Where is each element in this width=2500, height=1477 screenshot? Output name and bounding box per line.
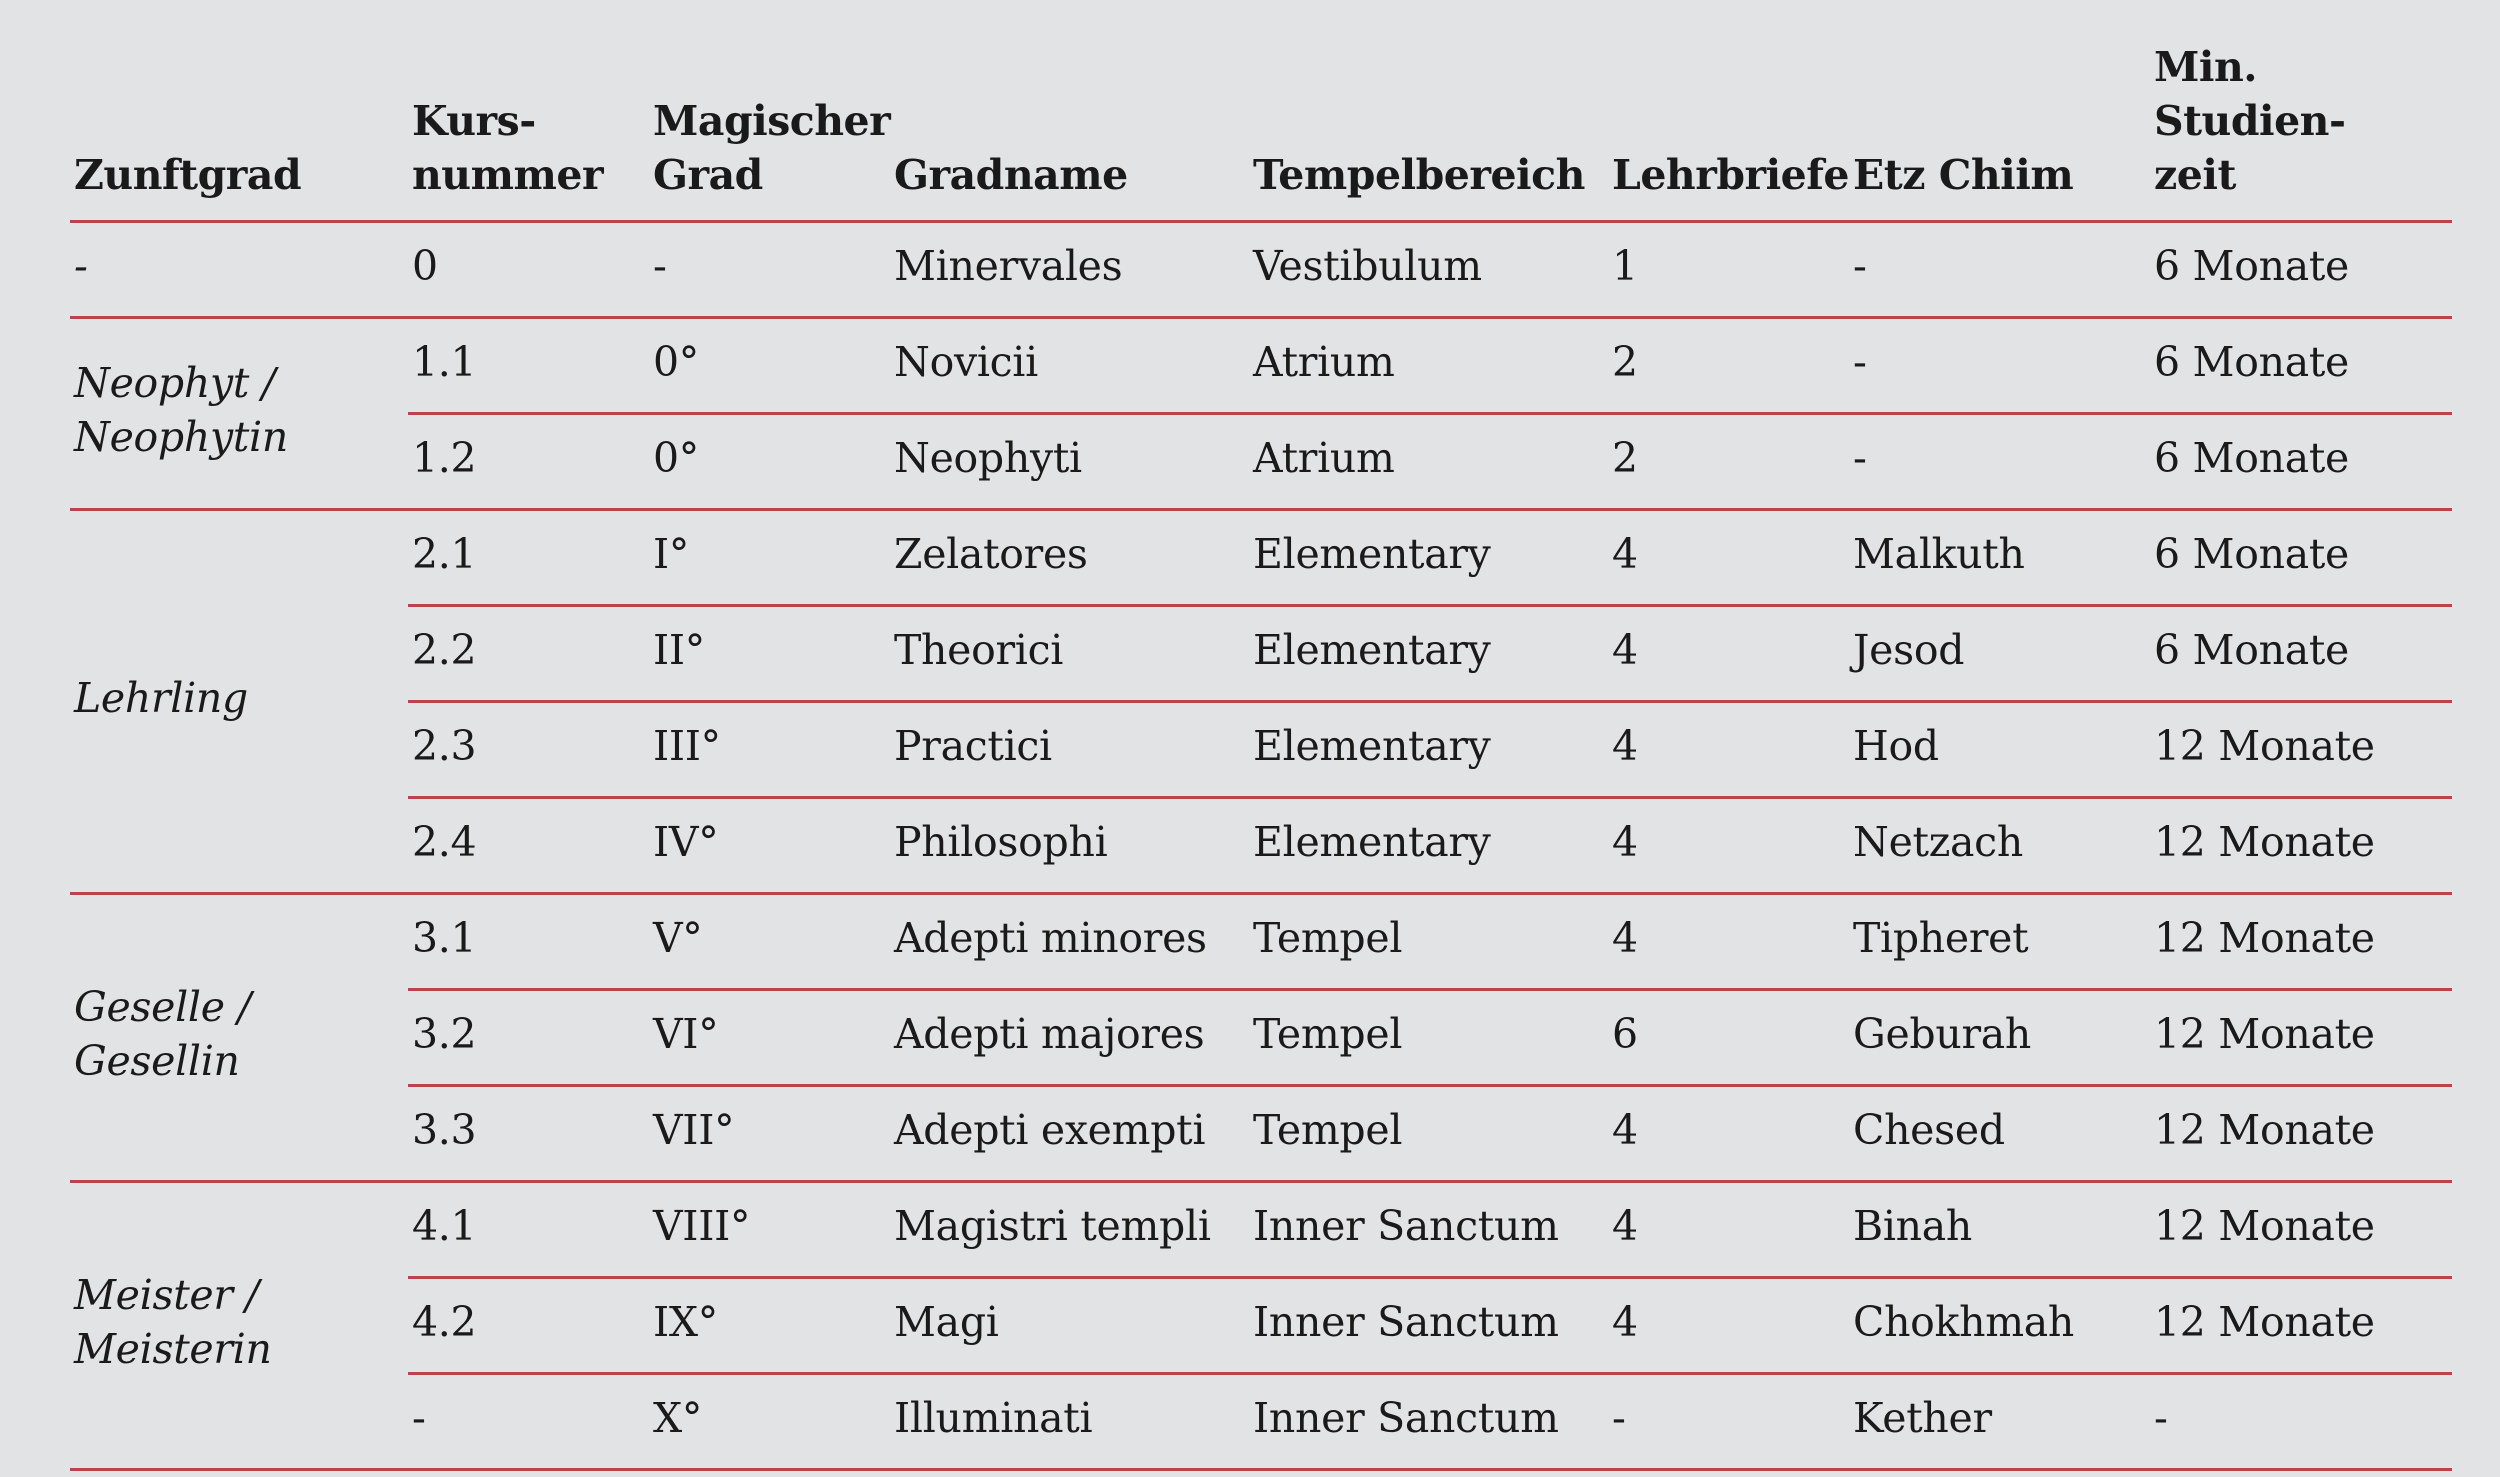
- lehrbriefe-cell: 4: [1608, 606, 1849, 702]
- magischer-grad-cell: III°: [649, 702, 890, 798]
- zunftgrad-text: Neophytin: [74, 412, 288, 461]
- header-text: Kurs-: [412, 97, 536, 145]
- zunftgrad-text: -: [74, 241, 88, 290]
- table-row: [70, 1374, 2452, 1470]
- lehrbriefe-cell: 4: [1608, 510, 1849, 606]
- zunftgrad-cell: [70, 318, 408, 510]
- header-zunftgrad: [70, 40, 408, 222]
- etz-chiim-cell: -: [1849, 318, 2150, 414]
- zunftgrad-cell: [70, 510, 408, 894]
- table-row: [70, 894, 2452, 990]
- tempelbereich-cell: Tempel: [1249, 990, 1608, 1086]
- kursnummer-cell: 2.3: [408, 702, 649, 798]
- etz-chiim-cell: Jesod: [1849, 606, 2150, 702]
- kursnummer-cell: 2.1: [408, 510, 649, 606]
- lehrbriefe-cell: 4: [1608, 798, 1849, 894]
- header-text: nummer: [412, 151, 604, 199]
- magischer-grad-cell: X°: [649, 1374, 890, 1470]
- tempelbereich-cell: Elementary: [1249, 606, 1608, 702]
- studienzeit-cell: 12 Monate: [2150, 894, 2452, 990]
- etz-chiim-cell: Geburah: [1849, 990, 2150, 1086]
- kursnummer-cell: -: [408, 1374, 649, 1470]
- zunftgrad-text: Geselle /: [74, 982, 251, 1031]
- studienzeit-cell: 12 Monate: [2150, 798, 2452, 894]
- lehrbriefe-cell: -: [1608, 1374, 1849, 1470]
- magischer-grad-cell: VII°: [649, 1086, 890, 1182]
- tempelbereich-cell: Tempel: [1249, 894, 1608, 990]
- studienzeit-cell: 12 Monate: [2150, 1086, 2452, 1182]
- magischer-grad-cell: VIII°: [649, 1182, 890, 1278]
- magischer-grad-cell: V°: [649, 894, 890, 990]
- etz-chiim-cell: Netzach: [1849, 798, 2150, 894]
- header-row: [70, 40, 2452, 222]
- lehrbriefe-cell: 4: [1608, 1278, 1849, 1374]
- kursnummer-cell: 0: [408, 222, 649, 318]
- table-header: [70, 40, 2452, 222]
- gradname-cell: Magistri templi: [890, 1182, 1249, 1278]
- zunftgrad-text: Meisterin: [74, 1324, 272, 1373]
- studienzeit-cell: 12 Monate: [2150, 702, 2452, 798]
- header-text: Gradname: [894, 151, 1128, 199]
- gradname-cell: Illuminati: [890, 1374, 1249, 1470]
- table-row: [70, 1086, 2452, 1182]
- gradname-cell: Theorici: [890, 606, 1249, 702]
- gradname-cell: Zelatores: [890, 510, 1249, 606]
- lehrbriefe-cell: 1: [1608, 222, 1849, 318]
- gradname-cell: Magi: [890, 1278, 1249, 1374]
- kursnummer-cell: 3.3: [408, 1086, 649, 1182]
- etz-chiim-cell: -: [1849, 414, 2150, 510]
- kursnummer-cell: 2.4: [408, 798, 649, 894]
- gradname-cell: Practici: [890, 702, 1249, 798]
- kursnummer-cell: 3.2: [408, 990, 649, 1086]
- studienzeit-cell: 6 Monate: [2150, 318, 2452, 414]
- tempelbereich-cell: Elementary: [1249, 702, 1608, 798]
- gradname-cell: Minervales: [890, 222, 1249, 318]
- kursnummer-cell: 3.1: [408, 894, 649, 990]
- header-text: Magischer: [653, 97, 891, 145]
- studienzeit-cell: 6 Monate: [2150, 222, 2452, 318]
- grade-table: [70, 40, 2452, 1471]
- header-etz-chiim: [1849, 40, 2150, 222]
- tempelbereich-cell: Atrium: [1249, 414, 1608, 510]
- tempelbereich-cell: Elementary: [1249, 798, 1608, 894]
- kursnummer-cell: 4.1: [408, 1182, 649, 1278]
- magischer-grad-cell: -: [649, 222, 890, 318]
- gradname-cell: Adepti minores: [890, 894, 1249, 990]
- gradname-cell: Neophyti: [890, 414, 1249, 510]
- kursnummer-cell: 2.2: [408, 606, 649, 702]
- etz-chiim-cell: Chokhmah: [1849, 1278, 2150, 1374]
- zunftgrad-cell: [70, 222, 408, 318]
- tempelbereich-cell: Vestibulum: [1249, 222, 1608, 318]
- gradname-cell: Philosophi: [890, 798, 1249, 894]
- studienzeit-cell: 6 Monate: [2150, 414, 2452, 510]
- gradname-cell: Adepti exempti: [890, 1086, 1249, 1182]
- header-kursnummer: [408, 40, 649, 222]
- etz-chiim-cell: Malkuth: [1849, 510, 2150, 606]
- studienzeit-cell: 12 Monate: [2150, 1278, 2452, 1374]
- table-row: [70, 1182, 2452, 1278]
- header-studienzeit: [2150, 40, 2452, 222]
- magischer-grad-cell: I°: [649, 510, 890, 606]
- tempelbereich-cell: Inner Sanctum: [1249, 1278, 1608, 1374]
- magischer-grad-cell: VI°: [649, 990, 890, 1086]
- header-tempelbereich: [1249, 40, 1608, 222]
- grade-table-container: [70, 40, 2452, 1471]
- table-row: [70, 1278, 2452, 1374]
- zunftgrad-text: Gesellin: [74, 1036, 240, 1085]
- table-row: [70, 414, 2452, 510]
- gradname-cell: Adepti majores: [890, 990, 1249, 1086]
- etz-chiim-cell: Binah: [1849, 1182, 2150, 1278]
- header-text: zeit: [2154, 151, 2236, 199]
- lehrbriefe-cell: 6: [1608, 990, 1849, 1086]
- header-gradname: [890, 40, 1249, 222]
- header-text: Tempelbereich: [1253, 151, 1585, 199]
- etz-chiim-cell: -: [1849, 222, 2150, 318]
- magischer-grad-cell: 0°: [649, 414, 890, 510]
- lehrbriefe-cell: 4: [1608, 702, 1849, 798]
- etz-chiim-cell: Tipheret: [1849, 894, 2150, 990]
- etz-chiim-cell: Kether: [1849, 1374, 2150, 1470]
- lehrbriefe-cell: 4: [1608, 1182, 1849, 1278]
- table-row: [70, 702, 2452, 798]
- table-row: [70, 510, 2452, 606]
- header-text: Grad: [653, 151, 763, 199]
- kursnummer-cell: 1.1: [408, 318, 649, 414]
- tempelbereich-cell: Inner Sanctum: [1249, 1182, 1608, 1278]
- zunftgrad-text: Meister /: [74, 1270, 259, 1319]
- table-row: [70, 990, 2452, 1086]
- etz-chiim-cell: Chesed: [1849, 1086, 2150, 1182]
- zunftgrad-cell: [70, 894, 408, 1182]
- tempelbereich-cell: Atrium: [1249, 318, 1608, 414]
- etz-chiim-cell: Hod: [1849, 702, 2150, 798]
- magischer-grad-cell: II°: [649, 606, 890, 702]
- tempelbereich-cell: Elementary: [1249, 510, 1608, 606]
- studienzeit-cell: 12 Monate: [2150, 990, 2452, 1086]
- studienzeit-cell: 12 Monate: [2150, 1182, 2452, 1278]
- studienzeit-cell: 6 Monate: [2150, 606, 2452, 702]
- magischer-grad-cell: IV°: [649, 798, 890, 894]
- lehrbriefe-cell: 4: [1608, 1086, 1849, 1182]
- table-row: [70, 222, 2452, 318]
- tempelbereich-cell: Tempel: [1249, 1086, 1608, 1182]
- table-row: [70, 606, 2452, 702]
- zunftgrad-cell: [70, 1182, 408, 1470]
- table-body: [70, 222, 2452, 1470]
- kursnummer-cell: 1.2: [408, 414, 649, 510]
- lehrbriefe-cell: 2: [1608, 414, 1849, 510]
- lehrbriefe-cell: 4: [1608, 894, 1849, 990]
- kursnummer-cell: 4.2: [408, 1278, 649, 1374]
- header-text: Min. Studien-: [2154, 43, 2346, 145]
- header-text: Lehrbriefe: [1612, 151, 1849, 199]
- magischer-grad-cell: IX°: [649, 1278, 890, 1374]
- studienzeit-cell: -: [2150, 1374, 2452, 1470]
- header-magischer-grad: [649, 40, 890, 222]
- table-row: [70, 798, 2452, 894]
- zunftgrad-text: Neophyt /: [74, 358, 276, 407]
- header-text: Etz Chiim: [1853, 151, 2074, 199]
- header-text: Zunftgrad: [74, 151, 302, 199]
- lehrbriefe-cell: 2: [1608, 318, 1849, 414]
- studienzeit-cell: 6 Monate: [2150, 510, 2452, 606]
- tempelbereich-cell: Inner Sanctum: [1249, 1374, 1608, 1470]
- header-lehrbriefe: [1608, 40, 1849, 222]
- table-row: [70, 318, 2452, 414]
- magischer-grad-cell: 0°: [649, 318, 890, 414]
- gradname-cell: Novicii: [890, 318, 1249, 414]
- zunftgrad-text: Lehrling: [74, 673, 248, 722]
